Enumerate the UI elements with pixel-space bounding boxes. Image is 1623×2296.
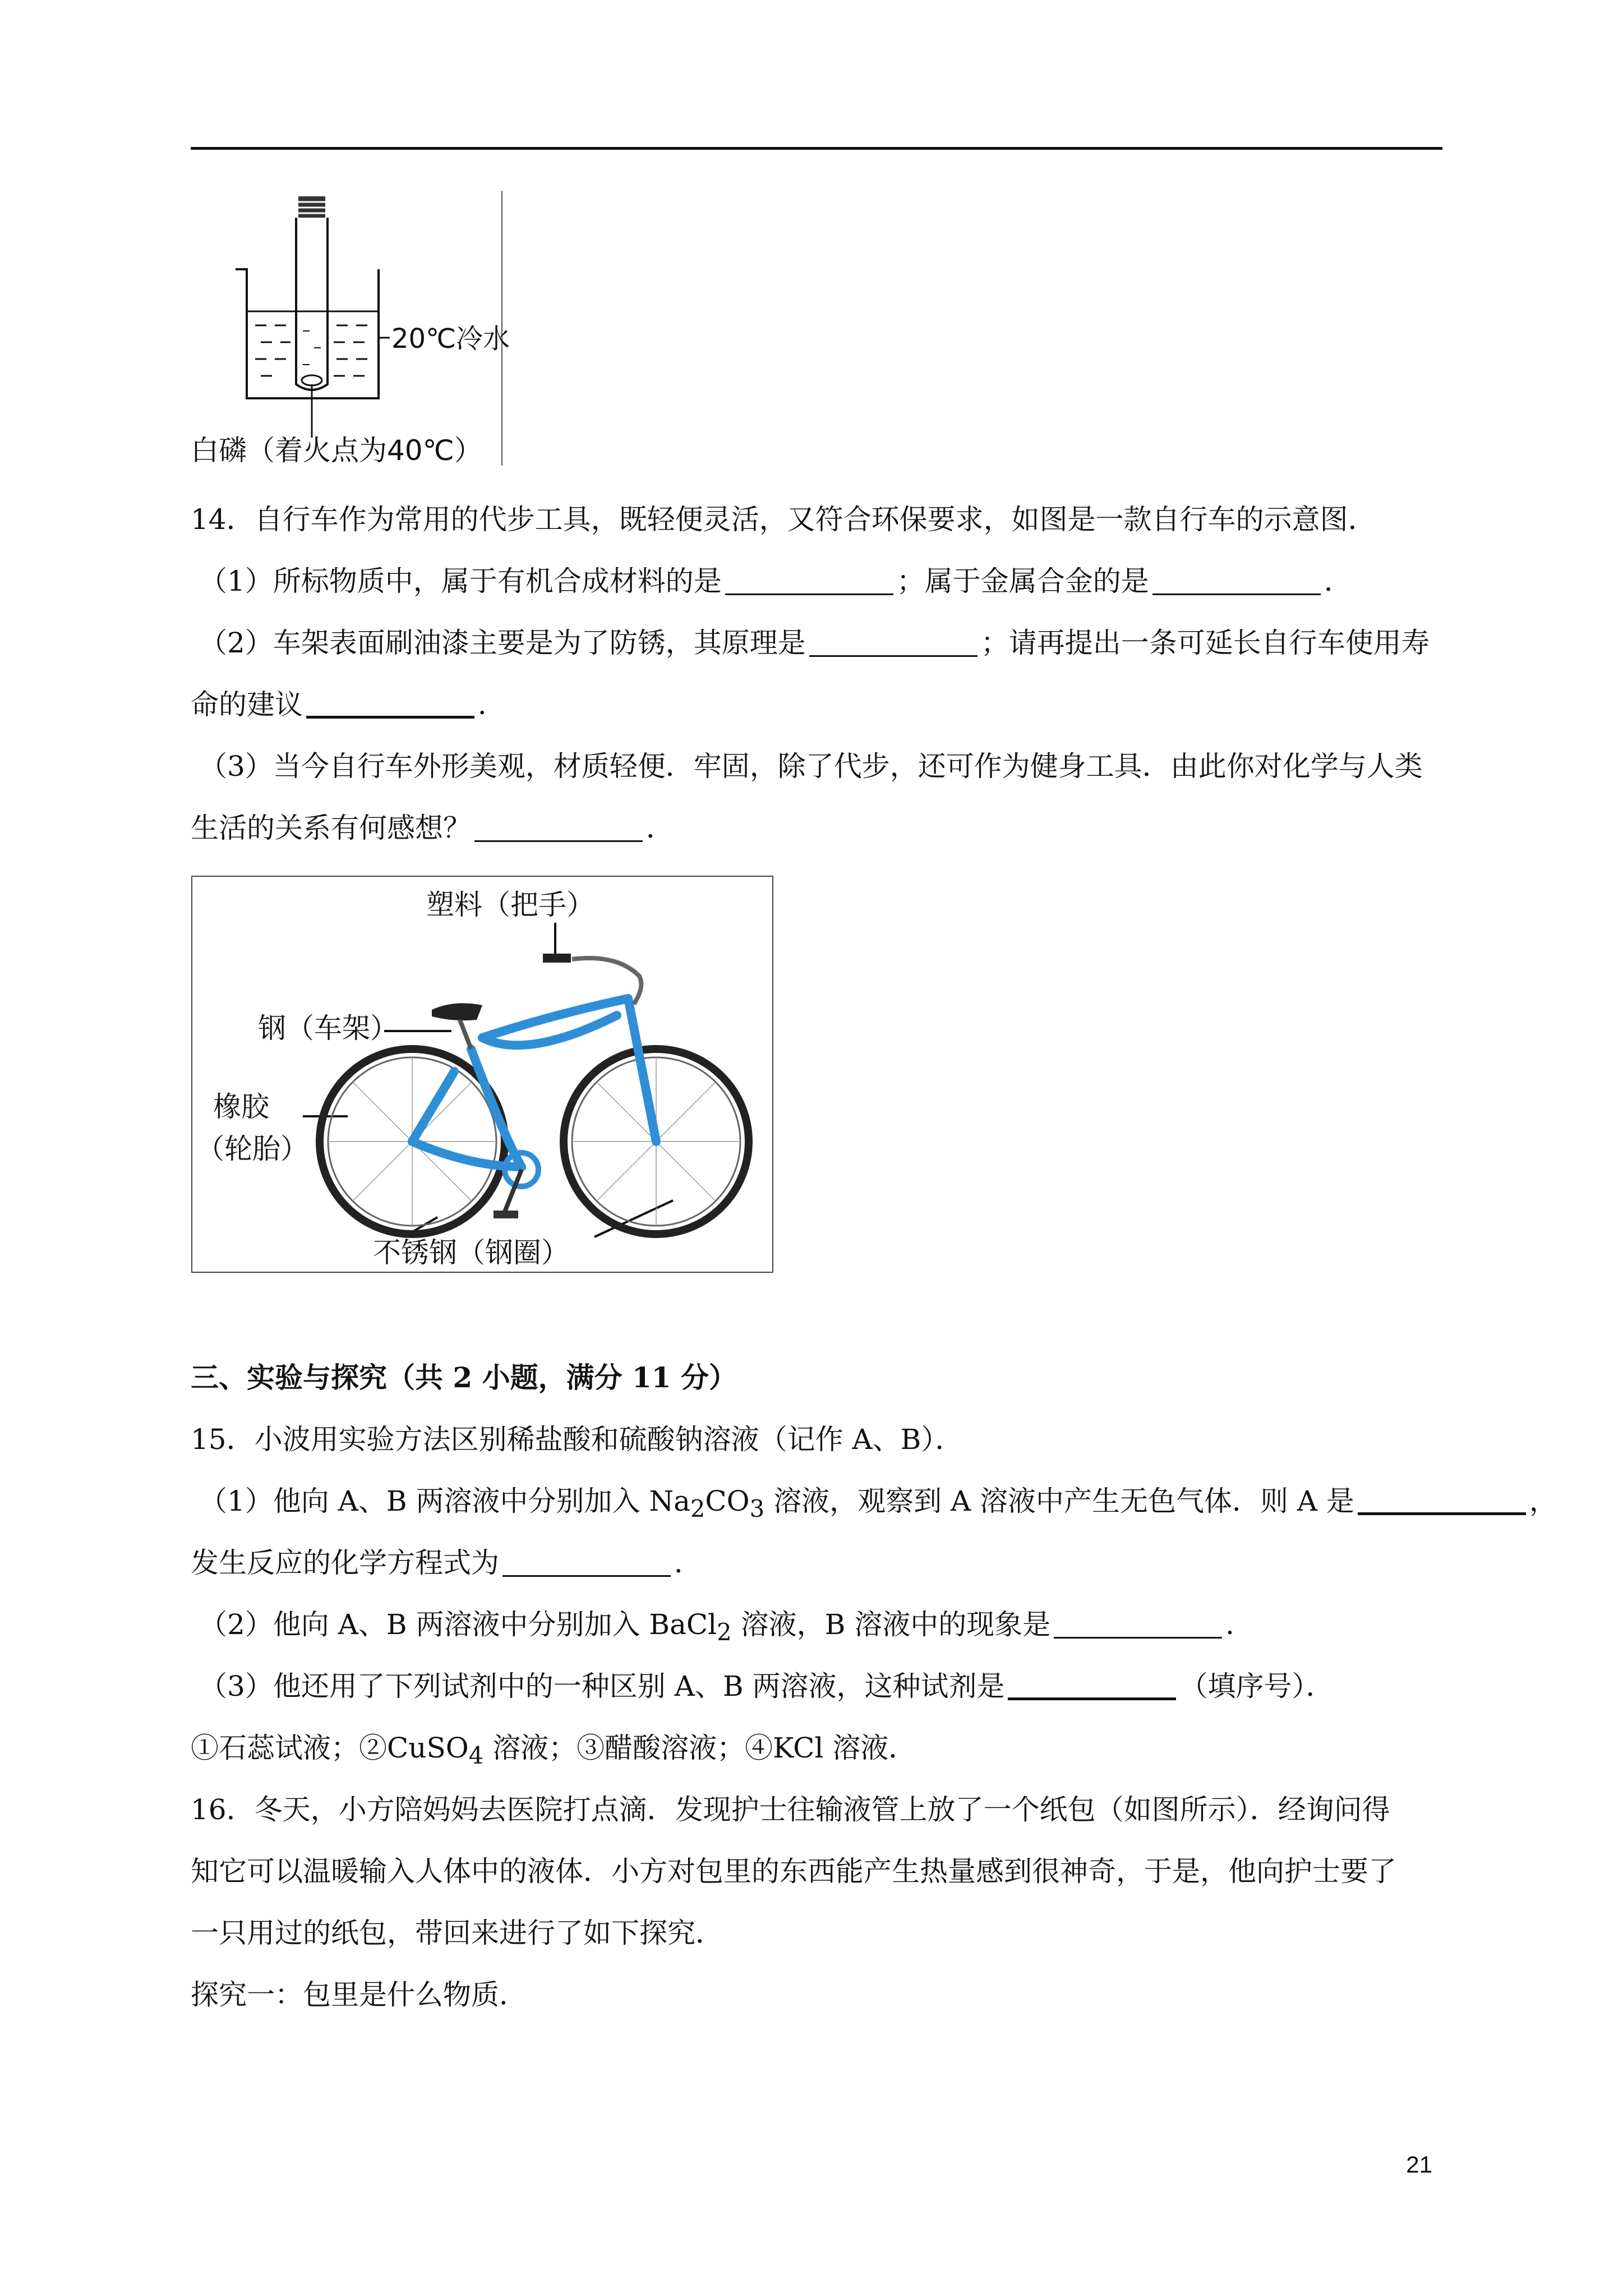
q14-part1: （1）所标物质中，属于有机合成材料的是 ；属于金属合金的是 ． xyxy=(199,565,1352,597)
q16-line-2: 知它可以温暖输入人体中的液体．小方对包里的东西能产生热量感到很神奇，于是，他向护士要了 xyxy=(191,1855,1396,1888)
q16-line-4: 探究一：包里是什么物质． xyxy=(191,1978,527,2011)
q15-options: ①石蕊试液；②CuSO$_4$ 溶液；③醋酸溶液；④KCl 溶液． xyxy=(191,1732,917,1769)
header-rule xyxy=(191,147,1442,150)
q15-part3: （3）他还用了下列试剂中的一种区别 A、B 两溶液，这种试剂是 （填序号）． xyxy=(199,1670,1334,1703)
answer-blank[interactable] xyxy=(809,628,978,657)
answer-blank[interactable] xyxy=(474,813,643,842)
answer-blank[interactable] xyxy=(1054,1610,1222,1639)
section-heading: 三、实验与探究（共 2 小题，满分 11 分） xyxy=(191,1361,737,1394)
answer-blank[interactable] xyxy=(1008,1671,1176,1700)
figure-bicycle xyxy=(191,875,774,1273)
label-rim: 不锈钢（钢圈） xyxy=(373,1236,569,1269)
label-tire-1: 橡胶 xyxy=(213,1091,269,1123)
answer-blank[interactable] xyxy=(725,567,893,595)
q15-part1: （1）他向 A、B 两溶液中分别加入 $Na_2CO_3$ 溶液，观察到 A 溶液中产生无色气体．则 A 是 ， xyxy=(199,1485,1557,1522)
answer-blank[interactable] xyxy=(1152,567,1321,595)
q16-line-1: 16．冬天，小方陪妈妈去医院打点滴．发现护士往输液管上放了一个纸包（如图所示）．经询问得 xyxy=(191,1793,1390,1826)
q14-part3: （3）当今自行车外形美观，材质轻便．牢固，除了代步，还可作为健身工具．由此你对化学与人类 xyxy=(199,750,1423,783)
page-number: 21 xyxy=(1406,2151,1432,2178)
q16-line-3: 一只用过的纸包，带回来进行了如下探究． xyxy=(191,1917,723,1949)
label-frame: 钢（车架） xyxy=(258,1012,398,1045)
q14-part2: （2）车架表面刷油漆主要是为了防锈，其原理是 ；请再提出一条可延长自行车使用寿 xyxy=(199,627,1430,659)
q15-part2: （2）他向 A、B 两溶液中分别加入 BaCl$_2$ 溶液，B 溶液中的现象是 ． xyxy=(199,1608,1254,1646)
q14-stem: 14．自行车作为常用的代步工具，既轻便灵活，又符合环保要求，如图是一款自行车的示意图． xyxy=(191,503,1376,536)
label-tire-2: （轮胎） xyxy=(196,1133,308,1165)
label-white-phosphorus: 白磷（着火点为40℃） xyxy=(191,434,482,467)
answer-blank[interactable] xyxy=(306,689,474,719)
answer-blank[interactable] xyxy=(502,1548,671,1577)
label-cold-water: 20℃冷水 xyxy=(391,323,510,355)
q14-part3-cont: 生活的关系有何感想？ ． xyxy=(191,812,674,844)
answer-blank[interactable] xyxy=(1358,1485,1526,1515)
q15-stem: 15．小波用实验方法区别稀盐酸和硫酸钠溶液（记作 A、B）． xyxy=(191,1423,963,1456)
q15-part1-cont: 发生反应的化学方程式为 ． xyxy=(191,1547,702,1579)
figure-white-phosphorus xyxy=(191,191,510,471)
label-handle: 塑料（把手） xyxy=(426,889,594,921)
q14-part2-cont: 命的建议 ． xyxy=(191,688,506,721)
